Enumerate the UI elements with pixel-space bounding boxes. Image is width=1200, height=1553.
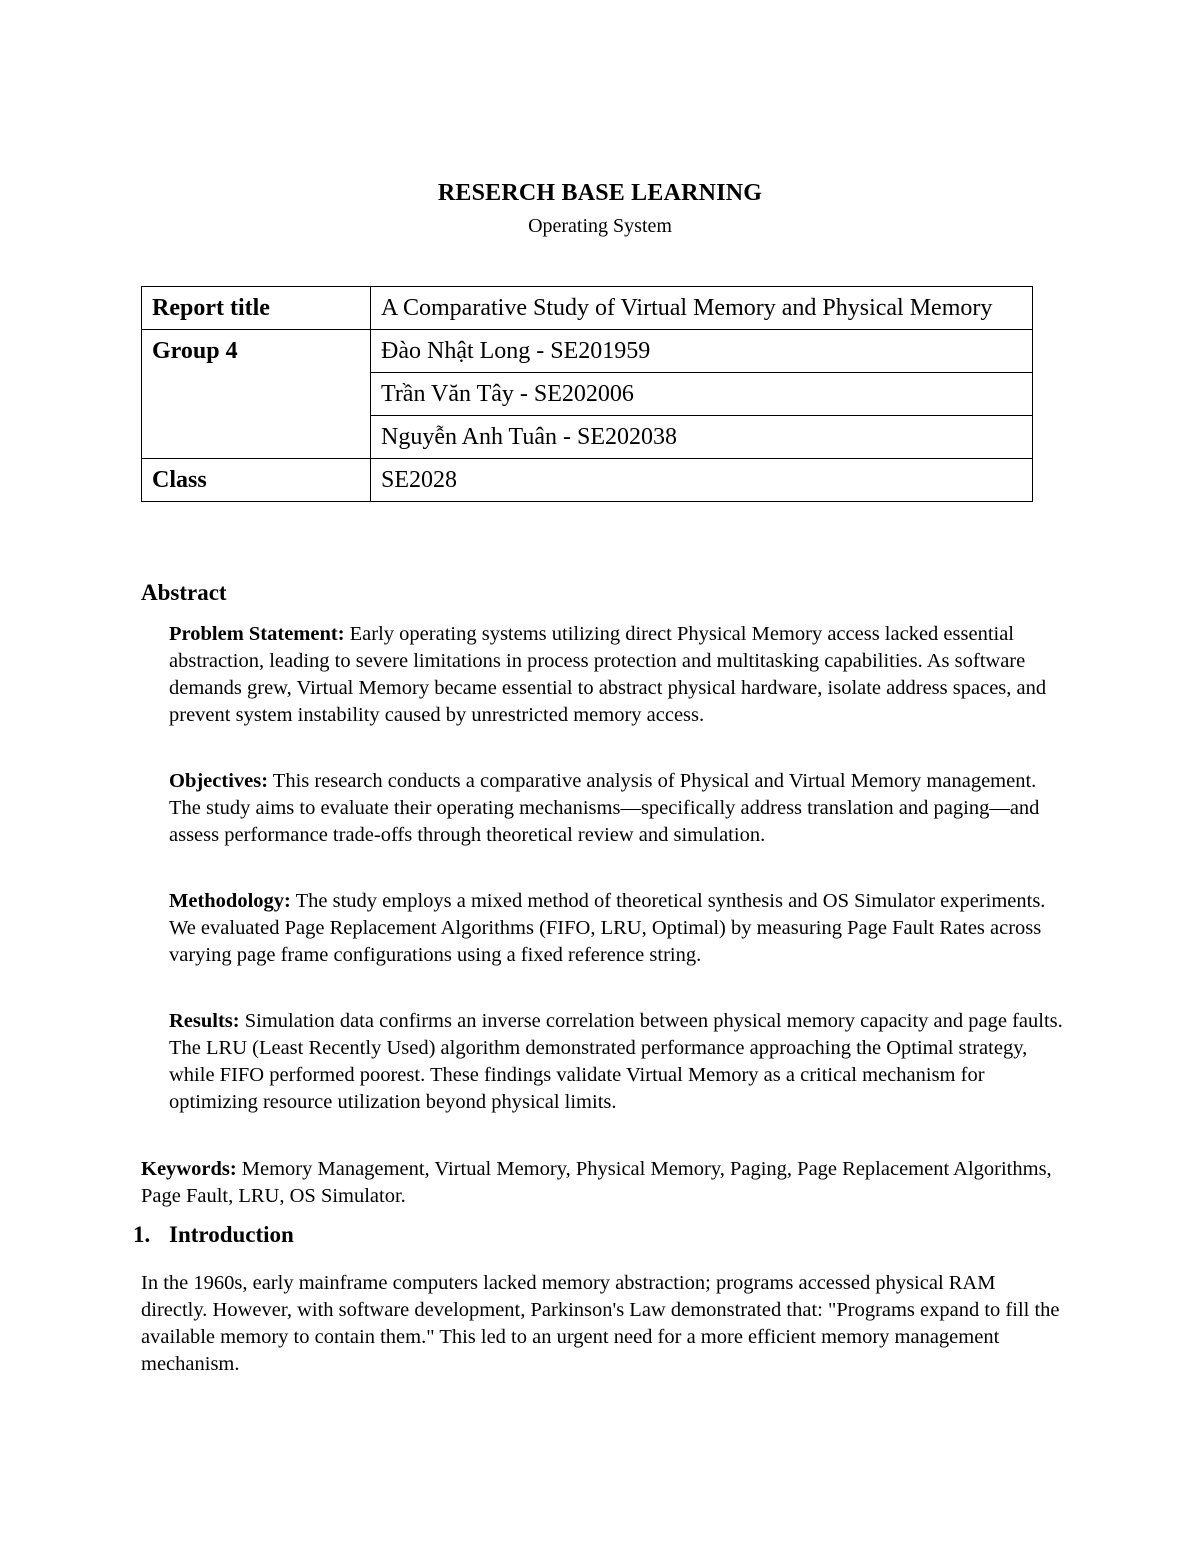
methodology-text: The study employs a mixed method of theoretical synthesis and OS Simulator experiments. We evaluated Page Replacement Algorithms (FIFO, LRU, Optimal) by measuring Page Fault Rates across varying page frame configurations using a fixed reference string. (169, 890, 1046, 966)
report-title-label: Report title (142, 287, 371, 330)
group-member-3: Nguyễn Anh Tuân - SE202038 (371, 416, 1033, 459)
table-row (142, 330, 1033, 373)
class-label: Class (142, 459, 371, 502)
objectives-label: Objectives: (169, 770, 269, 792)
keywords-paragraph (141, 1156, 1061, 1210)
group-member-1: Đào Nhật Long - SE201959 (371, 330, 1033, 373)
table-row (142, 459, 1033, 502)
section-number: 1. (133, 1222, 151, 1247)
class-value: SE2028 (371, 459, 1033, 502)
methodology-paragraph (169, 888, 1069, 969)
document-subtitle: Operating System (528, 215, 672, 237)
keywords-text: Memory Management, Virtual Memory, Physical Memory, Paging, Page Replacement Algorithms, Page Fault, LRU, OS Simulator. (141, 1158, 1052, 1207)
keywords-label: Keywords: (141, 1158, 237, 1180)
group-label: Group 4 (142, 330, 371, 459)
introduction-heading (133, 1222, 294, 1248)
objectives-text: This research conducts a comparative analysis of Physical and Virtual Memory management. The study aims to evaluate their operating mechanisms—specifically address translation and paging—and assess performance trade-offs through theoretical review and simulation. (169, 770, 1040, 846)
problem-statement-text: Early operating systems utilizing direct Physical Memory access lacked essential abstraction, leading to severe limitations in process protection and multitasking capabilities. As software demands grew, Virtual Memory became essential to abstract physical hardware, isolate address spaces, and prevent system instability caused by unrestricted memory access. (169, 623, 1047, 726)
report-title-value: A Comparative Study of Virtual Memory and Physical Memory (371, 287, 1033, 330)
document-title: RESERCH BASE LEARNING (437, 180, 763, 206)
report-info-table (141, 286, 1033, 502)
table-row (142, 287, 1033, 330)
section-title: Introduction (169, 1222, 294, 1247)
results-label: Results: (169, 1010, 240, 1032)
results-paragraph (169, 1008, 1069, 1116)
results-text: Simulation data confirms an inverse correlation between physical memory capacity and page faults. The LRU (Least Recently Used) algorithm demonstrated performance approaching the Optimal strategy, while FIFO performed poorest. These findings validate Virtual Memory as a critical mechanism for optimizing resource utilization beyond physical limits. (169, 1010, 1063, 1113)
objectives-paragraph (169, 768, 1069, 849)
problem-statement-paragraph (169, 621, 1069, 729)
group-member-2: Trần Văn Tây - SE202006 (371, 373, 1033, 416)
problem-statement-label: Problem Statement: (169, 623, 345, 645)
methodology-label: Methodology: (169, 890, 291, 912)
introduction-paragraph: In the 1960s, early mainframe computers lacked memory abstraction; programs accessed physical RAM directly. However, with software development, Parkinson's Law demonstrated that: "Programs expand to fill the available memory to contain them." This led to an urgent need for a more efficient memory management mechanism. (141, 1272, 1060, 1375)
abstract-heading: Abstract (141, 580, 227, 605)
